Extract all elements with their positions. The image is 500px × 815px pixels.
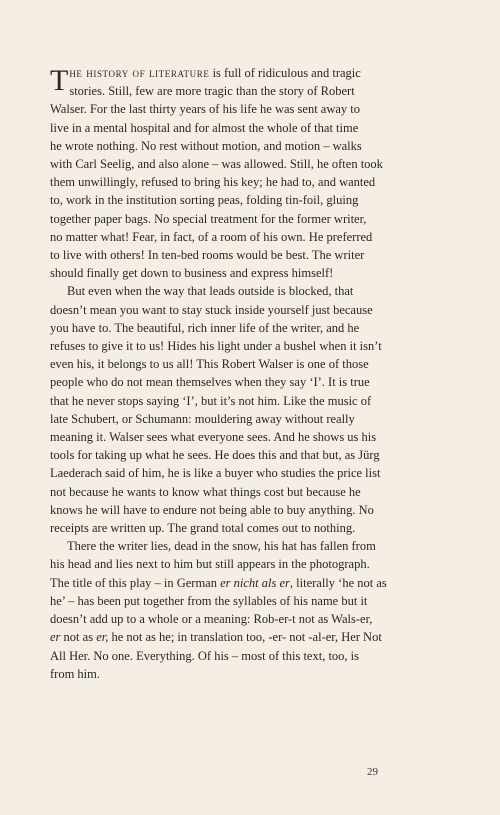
para1-line-2: stories. Still, few are more tragic than the story of Robert (69, 84, 355, 99)
para3-line-3-a: The title of this play – in German (50, 575, 221, 590)
para3-line-6-em-1: er (50, 630, 61, 645)
para3-line-3 (50, 574, 387, 592)
para2-line-7: that he never stops saying ‘I’, but it’s not him. Like the music of (50, 393, 372, 408)
para1-line-4: live in a mental hospital and for almost the whole of that time (50, 120, 359, 135)
para1-line-12: should finally get down to business and express himself! (50, 266, 334, 281)
lead-small-caps: he history of literature (69, 66, 210, 80)
para2-line-9: meaning it. Walser sees what everyone sees. And he shows us his (50, 430, 377, 445)
para3-line-4: he’ – has been put together from the syllables of his name but it (50, 593, 368, 608)
para2-line-1: But even when the way that leads outside is blocked, that (67, 284, 354, 299)
para2-line-8: late Schubert, or Schumann: mouldering away without really (50, 411, 355, 426)
para3-line-5: doesn’t add up to a whole or a meaning: Rob-er-t not as Wals-er, (50, 612, 373, 627)
page-number: 29 (367, 766, 378, 778)
para2-line-3: you have to. The beautiful, rich inner life of the writer, and he (50, 320, 360, 335)
para2-line-11: Laederach said of him, he is like a buyer who studies the price list (50, 466, 381, 481)
para1-line-6: with Carl Seelig, and also alone – was allowed. Still, he often took (50, 157, 383, 172)
paragraph-1 (50, 64, 383, 282)
para3-line-2: his head and lies next to him but still appears in the photograph. (50, 557, 370, 572)
para1-line-11: to live with others! In ten-bed rooms would be best. The writer (50, 248, 365, 263)
para2-line-10: tools for taking up what he sees. He does this and that but, as Jürg (50, 448, 380, 463)
para2-line-13: knows he will have to endure not being able to buy anything. No (50, 502, 374, 517)
para2-line-4: refuses to give it to us! Hides his light under a bushel when it isn’t (50, 339, 382, 354)
para3-line-8: from him. (50, 666, 100, 681)
para1-line-1 (50, 64, 380, 82)
body-text (50, 64, 387, 683)
para2-line-12: not because he wants to know what things cost but because he (50, 484, 361, 499)
para2-line-6: people who do not mean themselves when they say ‘I’. It is true (50, 375, 370, 390)
para1-line-1-text: is full of ridiculous and tragic (209, 66, 361, 80)
para1-line-5: he wrote nothing. No rest without motion, and motion – walks (50, 138, 362, 153)
para1-line-8: to, work in the institution sorting peas, folding tin-foil, gluing (50, 193, 359, 208)
para3-line-3-b: , literally ‘he not as (289, 575, 387, 590)
para1-line-10: no matter what! Fear, in fact, of a room of his own. He preferred (50, 229, 373, 244)
german-title: er nicht als er (220, 575, 290, 590)
drop-cap: T (50, 64, 69, 97)
paragraph-3 (50, 537, 387, 683)
para1-line-3: Walser. For the last thirty years of his life he was sent away to (50, 102, 361, 117)
para2-line-2: doesn’t mean you want to stay stuck inside yourself just because (50, 302, 373, 317)
para2-line-14: receipts are written up. The grand total comes out to nothing. (50, 521, 356, 536)
paragraph-2 (50, 282, 380, 537)
para1-line-9: together paper bags. No special treatment for the former writer, (50, 211, 367, 226)
para3-line-6-em-2: er, (96, 630, 109, 645)
para1-line-7: them unwillingly, refused to bring his key; he had to, and wanted (50, 175, 376, 190)
para3-line-6-a: not as (60, 630, 97, 645)
para3-line-7: All Her. No one. Everything. Of his – most of this text, too, is (50, 648, 360, 663)
para3-line-6 (50, 628, 380, 646)
para3-line-6-b: he not as he; in translation too, -er- not -al-er, Her Not (108, 630, 382, 645)
para2-line-5: even his, it belongs to us all! This Robert Walser is one of those (50, 357, 369, 372)
para3-line-1: There the writer lies, dead in the snow, his hat has fallen from (67, 539, 376, 554)
